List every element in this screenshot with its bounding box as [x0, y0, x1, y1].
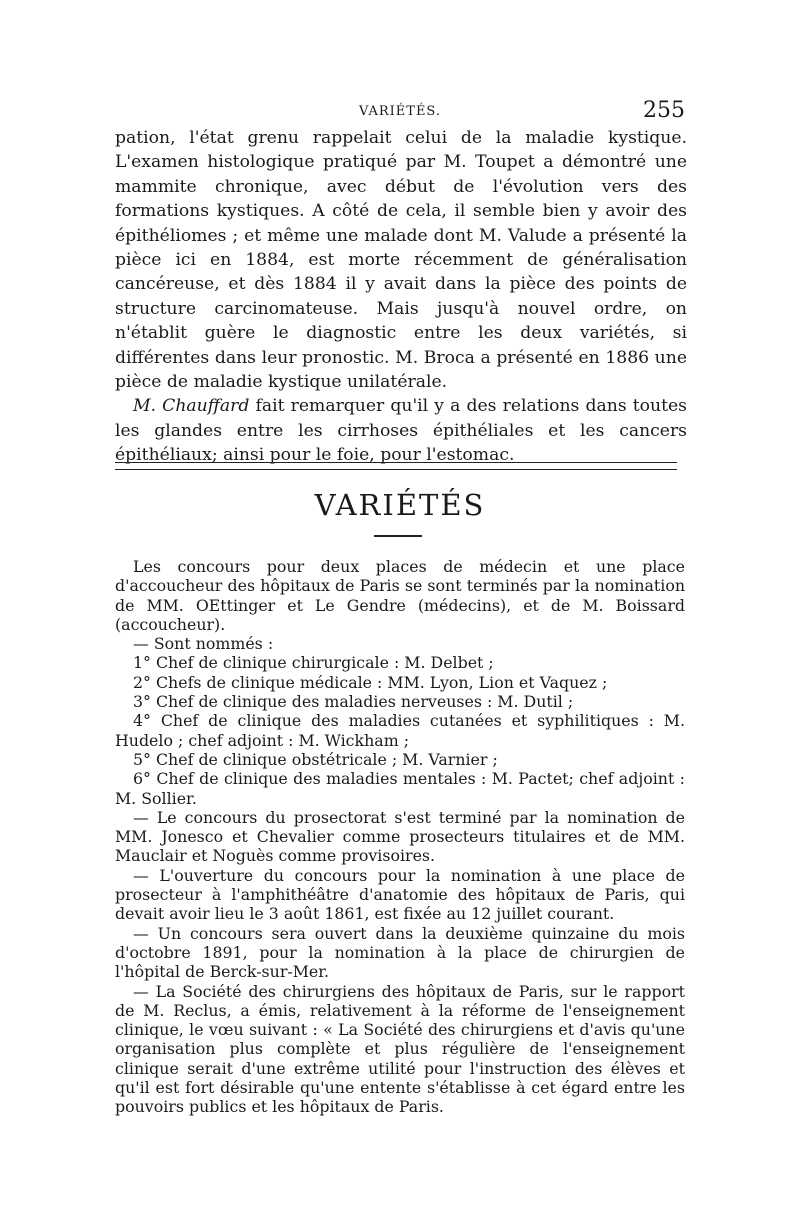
- paragraph-berck: — Un concours sera ouvert dans la deuxième quinzaine du mois d'octobre 1891, pour la nomination à la place de chirurgien de l'hôpital de Berck-sur-Mer.: [115, 923, 685, 982]
- list-item: 5° Chef de clinique obstétricale ; M. Varnier ;: [133, 749, 498, 769]
- paragraph-ouverture-concours: — L'ouverture du concours pour la nomination à une place de prosecteur à l'amphithéâtre d'anatomie des hôpitaux de Paris, qui devait avoir lieu le 3 août 1861, est fixée au 12 juillet courant.: [115, 865, 685, 924]
- paragraph-continued: pation, l'état grenu rappelait celui de la maladie kystique. L'examen histologique pratiqué par M. Toupet a démontré une mammite chronique, avec début de l'évolution vers des formations kystiques. A côté de cela, il semble bien y avoir des épithéliomes ; et même une malade dont M. Valude a présenté la pièce ici en 1884, est morte récemment de généralisation cancéreuse, et dès 1884 il y avait dans la pièce des points de structure carcinomateuse. Mais jusqu'à nouvel ordre, on n'établit guère le diagnostic entre les deux variétés, si différentes dans leur pronostic. M. Broca a présenté en 1886 une pièce de maladie kystique unilatérale.: [115, 128, 687, 393]
- speaker-remark: fait remarquer qu'il y a des relations dans toutes les glandes entre les cirrhoses épithéliales et les cancers épithéliaux; ainsi pour le foie, pour l'estomac.: [115, 396, 687, 466]
- paragraph-nommes: — Sont nommés :: [133, 634, 274, 654]
- lower-text-block: [115, 557, 685, 1117]
- list-item: 1° Chef de clinique chirurgicale : M. Delbet ;: [133, 653, 494, 673]
- page-number: 255: [643, 98, 685, 123]
- paragraph-prosectorat: — Le concours du prosectorat s'est terminé par la nomination de MM. Jonesco et Chevalier comme prosecteurs titulaires et de MM. Mauclair et Noguès comme provisoires.: [115, 807, 685, 866]
- running-head: [115, 98, 685, 126]
- double-rule-divider: [115, 462, 677, 470]
- section-title: VARIÉTÉS: [314, 488, 486, 522]
- list-item: 4° Chef de clinique des maladies cutanées et syphilitiques : M. Hudelo ; chef adjoint : M. Wickham ;: [115, 711, 685, 750]
- list-item: 2° Chefs de clinique médicale : MM. Lyon, Lion et Vaquez ;: [133, 672, 608, 692]
- paragraph-concours-medecin: Les concours pour deux places de médecin et une place d'accoucheur des hôpitaux de Paris se sont terminés par la nomination de MM. OEttinger et Le Gendre (médecins), et de M. Boissard (accoucheur).: [115, 557, 685, 634]
- running-title: VARIÉTÉS.: [358, 104, 442, 119]
- title-underline: [374, 535, 422, 537]
- list-item: 3° Chef de clinique des maladies nerveuses : M. Dutil ;: [133, 692, 574, 712]
- paragraph-societe-chirurgiens: — La Société des chirurgiens des hôpitaux de Paris, sur le rapport de M. Reclus, a émis, relativement à la réforme de l'enseignement clinique, le vœu suivant : « La Société des chirurgiens et d'avis qu'une organisation plus complète et plus régulière de l'enseignement clinique serait d'une extrême utilité pour l'instruction des élèves et qu'il est fort désirable qu'une entente s'établisse à cet égard entre les pouvoirs publics et les hôpitaux de Paris.: [115, 981, 685, 1117]
- list-item: 6° Chef de clinique des maladies mentales : M. Pactet; chef adjoint : M. Sollier.: [115, 769, 685, 808]
- paragraph-chauffard: [115, 394, 687, 467]
- upper-text-block: [115, 126, 687, 468]
- speaker-name: M. Chauffard: [133, 396, 250, 417]
